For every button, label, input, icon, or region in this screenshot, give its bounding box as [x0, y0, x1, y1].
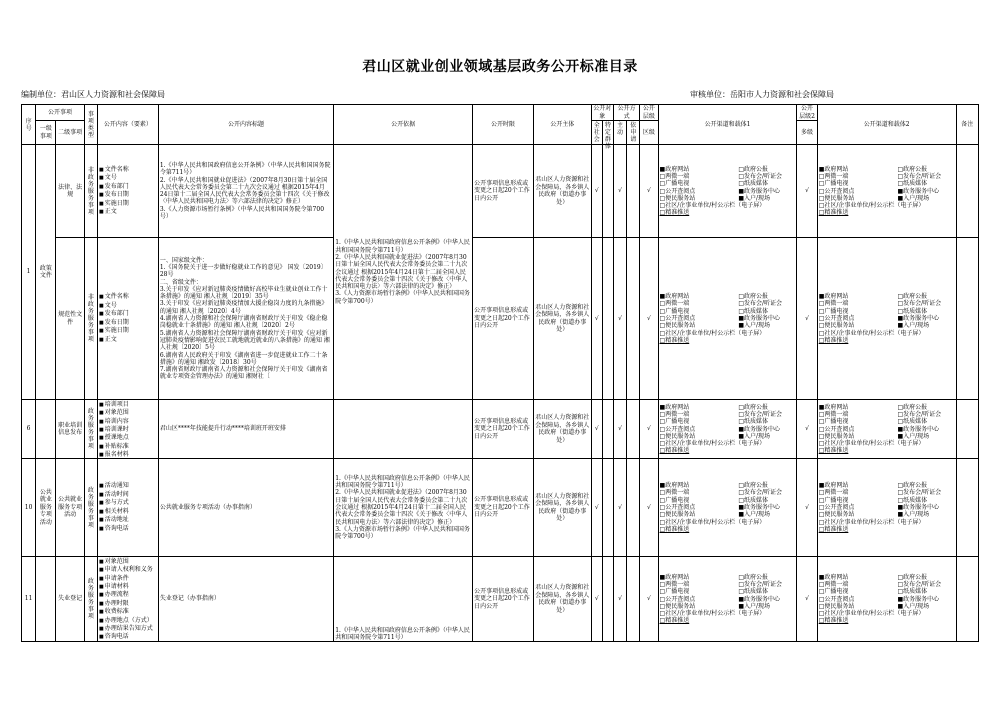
header-lvl1: 一级事项: [36, 121, 56, 145]
channel-list-2: ■政府网站 □政府公报 □两微一端 □发布会/听证会 □广播电视 □纸质媒体 □公开查阅点 ■政务服务中心 □便民服务站 ■入户/现场 □社区/企事业单位/村公示栏（电子屏） □精准推送: [817, 238, 956, 400]
header-subject: 公开主体: [533, 105, 591, 145]
page-title: 君山区就业创业领域基层政务公开标准目录: [362, 59, 638, 75]
check-level2: √: [797, 400, 817, 459]
check-level-county: √: [640, 459, 658, 557]
check-method-request: [627, 459, 640, 557]
element-item: ■ 申请材料: [99, 583, 157, 591]
row-type: 政务服务事项: [84, 557, 97, 642]
row-level2: 规范性文件: [56, 238, 84, 400]
element-item: ■ 申请人权利和义务: [99, 566, 157, 574]
header-content-req: 公开内容（要素）: [98, 105, 159, 145]
check-target-all: √: [591, 145, 602, 238]
element-item: ■ 发布部门: [99, 310, 157, 318]
check-level-county: √: [640, 557, 658, 642]
header-method-active: 主动: [613, 121, 626, 145]
check-level2: √: [797, 238, 817, 400]
header-target-all: 全社会: [591, 121, 602, 145]
element-item: ■ 授课地点: [99, 434, 157, 442]
row-title: 一、国家级文件： 1.《国务院关于进一步做好稳就业工作的意见》 国发〔2019〕28号 二、省级文件： 3.关于印发《应对新冠肺炎疫情做好高校毕业生就业创业工作十条措施》的通知 湘人社规〔2019〕35号 3.关于印发《应对新冠肺炎疫情加大援企稳岗力度的九条措施》的通知 湘人社规〔2020〕4号 4.湖南省人力资源和社会保障厅湖南省财政厅关于印发《稳企稳岗稳就业十条措施》的通知 湘人社规〔2020〕2号 5.湖南省人力资源和社会保障厅湖南省财政厅关于印发《应对新冠肺炎疫情影响促进农民工就地就近就业的八条措施》的通知 湘人社规〔2020〕5号 6.湖南省人民政府关于印发《湖南省进一步促进就业工作二十条措施》的通知 湘政发〔2018〕30号 7.湖南省财政厅湖南省人力资源和社会保障厅关于印发《湖南省就业专项资金管理办法》的通知 湘财社〔: [158, 238, 333, 400]
channel-list-2: ■政府网站 □政府公报 □两微一端 □发布会/听证会 □广播电视 □纸质媒体 □公开查阅点 ■政务服务中心 □便民服务站 ■入户/现场 □社区/企事业单位/村公示栏（电子屏） □精准推送: [817, 557, 956, 642]
element-item: ■ 对象范围: [99, 558, 157, 566]
check-method-request: [627, 145, 640, 238]
element-item: ■ 补贴标准: [99, 443, 157, 451]
row-time: 公开事项信息形成或变更之日起20个工作日内公开: [473, 238, 534, 400]
element-item: ■ 正文: [99, 336, 157, 344]
reviewer-unit: 审核单位：岳阳市人力资源和社会保障局: [690, 90, 834, 99]
header-level2: 公开层级2: [797, 105, 817, 121]
element-item: ■ 申请条件: [99, 575, 157, 583]
row-level2: 法律、法规: [56, 145, 84, 238]
row-subject: 君山区人力资源和社会保障局，各乡镇人民政府（街道办事处）: [533, 557, 591, 642]
row-level1: [36, 400, 56, 459]
row-type: 政务服务事项: [84, 400, 97, 459]
catalog-table: [21, 104, 979, 642]
check-method-active: √: [613, 459, 626, 557]
header-level: 公开层级: [640, 105, 658, 121]
row-elements: [98, 459, 159, 557]
row-level2: 职业培训信息发布: [56, 400, 84, 459]
channel-list-1: ■政府网站 □政府公报 □两微一端 □发布会/听证会 □广播电视 □纸质媒体 □公开查阅点 ■政务服务中心 □便民服务站 ■入户/现场 □社区/企事业单位/村公示栏（电子屏） □精准推送: [658, 400, 797, 459]
channel-list-1: ■政府网站 □政府公报 □两微一端 □发布会/听证会 □广播电视 □纸质媒体 □公开查阅点 ■政务服务中心 □便民服务站 ■入户/现场 □社区/企事业单位/村公示栏（电子屏） □精准推送: [658, 238, 797, 400]
table-row: [22, 400, 979, 459]
element-item: ■ 咨询电话: [99, 633, 157, 641]
element-item: ■ 发布日期: [99, 319, 157, 327]
header-channel2: 公开渠道和载体2: [817, 105, 956, 145]
header-type: 事项类型: [84, 105, 97, 145]
check-level-county: √: [640, 238, 658, 400]
element-item: ■ 办理地点（方式）: [99, 617, 157, 625]
row-title: 失业登记（办事指南）: [158, 557, 333, 642]
row-basis: 1.《中华人民共和国政府信息公开条例》（中华人民共和国国务院令第711号）: [334, 557, 473, 642]
table-row: [22, 238, 979, 400]
check-target-all: √: [591, 400, 602, 459]
channel-list-1: ■政府网站 □政府公报 □两微一端 □发布会/听证会 □广播电视 □纸质媒体 □公开查阅点 ■政务服务中心 □便民服务站 ■入户/现场 □社区/企事业单位/村公示栏（电子屏） □精准推送: [658, 459, 797, 557]
row-level1: 公共就业服务专项活动: [36, 459, 56, 557]
check-target-specific: [602, 145, 613, 238]
row-seq: 10: [22, 459, 36, 557]
check-target-all: √: [591, 557, 602, 642]
check-level-county: √: [640, 145, 658, 238]
element-item: ■ 正文: [99, 208, 157, 216]
element-item: ■ 文号: [99, 302, 157, 310]
header-method-request: 依申请: [627, 121, 640, 145]
row-title: 公共就业服务专项活动（办事指南）: [158, 459, 333, 557]
header-target: 公开对象: [591, 105, 613, 121]
check-target-specific: [602, 238, 613, 400]
check-target-all: √: [591, 459, 602, 557]
element-item: ■ 培训课时: [99, 426, 157, 434]
element-item: ■ 培训项目: [99, 401, 157, 409]
element-item: ■ 活动地址: [99, 516, 157, 524]
check-method-request: [627, 557, 640, 642]
row-remark: [956, 557, 978, 642]
row-seq: 6: [22, 400, 36, 459]
row-level1: [36, 557, 56, 642]
channel-list-2: ■政府网站 □政府公报 □两微一端 □发布会/听证会 □广播电视 □纸质媒体 □公开查阅点 ■政务服务中心 □便民服务站 ■入户/现场 □社区/企事业单位/村公示栏（电子屏） □精准推送: [817, 459, 956, 557]
check-method-active: √: [613, 557, 626, 642]
header-matter: 公开事项: [36, 105, 85, 121]
check-method-active: √: [613, 400, 626, 459]
table-row: [22, 459, 979, 557]
element-item: ■ 咨询电话: [99, 525, 157, 533]
row-type: 非政务服务事项: [84, 145, 97, 238]
row-remark: [956, 400, 978, 459]
header-method: 公开方式: [613, 105, 639, 121]
table-row: [22, 557, 979, 642]
row-elements: [98, 238, 159, 400]
check-target-specific: [602, 557, 613, 642]
row-basis: [334, 400, 473, 459]
element-item: ■ 办理流程: [99, 591, 157, 599]
row-level2: 失业登记: [56, 557, 84, 642]
channel-list-1: ■政府网站 □政府公报 □两微一端 □发布会/听证会 □广播电视 □纸质媒体 □公开查阅点 ■政务服务中心 □便民服务站 ■入户/现场 □社区/企事业单位/村公示栏（电子屏） □精准推送: [658, 145, 797, 238]
row-type: 非政务服务事项: [84, 238, 97, 400]
channel-list-1: ■政府网站 □政府公报 □两微一端 □发布会/听证会 □广播电视 □纸质媒体 □公开查阅点 ■政务服务中心 □便民服务站 ■入户/现场 □社区/企事业单位/村公示栏（电子屏） □精准推送: [658, 557, 797, 642]
row-type: 政务服务事项: [84, 459, 97, 557]
row-subject: 君山区人力资源和社会保障局，各乡镇人民政府（街道办事处）: [533, 238, 591, 400]
element-item: ■ 报名材料: [99, 451, 157, 459]
check-level2: √: [797, 145, 817, 238]
element-item: ■ 文件名称: [99, 293, 157, 301]
check-method-active: √: [613, 238, 626, 400]
check-level-county: √: [640, 400, 658, 459]
header-seq: 序号: [22, 105, 36, 145]
element-item: ■ 活动通知: [99, 482, 157, 490]
element-item: ■ 文件名称: [99, 166, 157, 174]
row-seq: 1: [22, 145, 36, 400]
element-item: ■ 发布部门: [99, 183, 157, 191]
row-time: 公开事项信息形成或变更之日起20个工作日内公开: [473, 400, 534, 459]
row-level1: 政策文件: [36, 145, 56, 400]
check-target-specific: [602, 459, 613, 557]
header-remark: 备注: [956, 105, 978, 145]
element-item: ■ 办理结果告知方式: [99, 625, 157, 633]
element-item: ■ 培训内容: [99, 418, 157, 426]
row-time: 公开事项信息形成或变更之日起20个工作日内公开: [473, 459, 534, 557]
row-basis: 1.《中华人民共和国政府信息公开条例》（中华人民共和国国务院令第711号） 2.《中华人民共和国就业促进法》（2007年8月30日第十届全国人民代表大会常务委员会第二十九次会议通过 根据2015年4月24日第十二届全国人民代表大会常务委员会第十四次《关于修改〈中华人民共和国电力法〉等六部法律的决定》修正） 3.《人力资源市场暂行条例》（中华人民共和国国务院令第700号）: [334, 459, 473, 557]
compiler-unit: 编制单位：君山区人力资源和社会保障局: [21, 90, 165, 99]
channel-list-2: ■政府网站 □政府公报 □两微一端 □发布会/听证会 □广播电视 □纸质媒体 □公开查阅点 ■政务服务中心 □便民服务站 ■入户/现场 □社区/企事业单位/村公示栏（电子屏） □精准推送: [817, 400, 956, 459]
row-seq: 11: [22, 557, 36, 642]
header-channel1: 公开渠道和载体1: [658, 105, 797, 145]
check-target-all: √: [591, 238, 602, 400]
table-row: [22, 145, 979, 238]
header-time: 公开时限: [473, 105, 534, 145]
row-time: 公开事项信息形成或变更之日起20个工作日内公开: [473, 557, 534, 642]
row-elements: [98, 557, 159, 642]
element-item: ■ 收费标准: [99, 608, 157, 616]
row-basis: 1.《中华人民共和国政府信息公开条例》（中华人民共和国国务院令第711号） 2.《中华人民共和国就业促进法》（2007年8月30日第十届全国人民代表大会常务委员会第二十九次会议通过 根据2015年4月24日第十二届全国人民代表大会常务委员会第十四次《关于修改〈中华人民共和国电力法〉等六部法律的决定》修正） 3.《人力资源市场暂行条例》（中华人民共和国国务院令第700号）: [334, 145, 473, 400]
row-remark: [956, 459, 978, 557]
check-target-specific: [602, 400, 613, 459]
check-method-active: √: [613, 145, 626, 238]
element-item: ■ 相关材料: [99, 508, 157, 516]
channel-list-2: ■政府网站 □政府公报 □两微一端 □发布会/听证会 □广播电视 □纸质媒体 □公开查阅点 ■政务服务中心 □便民服务站 ■入户/现场 □社区/企事业单位/村公示栏（电子屏） □精准推送: [817, 145, 956, 238]
row-subject: 君山区人力资源和社会保障局，各乡镇人民政府（街道办事处）: [533, 400, 591, 459]
row-elements: [98, 400, 159, 459]
header-target-specific: 特定群体: [602, 121, 613, 145]
element-item: ■ 活动时间: [99, 491, 157, 499]
row-time: 公开事项信息形成或变更之日起20个工作日内公开: [473, 145, 534, 238]
check-level2: √: [797, 459, 817, 557]
check-method-request: [627, 238, 640, 400]
element-item: ■ 参与方式: [99, 499, 157, 507]
check-level2: √: [797, 557, 817, 642]
row-title: 君山区****年技能提升行动****培训班开班安排: [158, 400, 333, 459]
element-item: ■ 实施日期: [99, 327, 157, 335]
row-subject: 君山区人力资源和社会保障局，各乡镇人民政府（街道办事处）: [533, 459, 591, 557]
row-elements: [98, 145, 159, 238]
check-method-request: [627, 400, 640, 459]
header-basis: 公开依据: [334, 105, 473, 145]
row-title: 1.《中华人民共和国政府信息公开条例》（中华人民共和国国务院令第711号） 2.《中华人民共和国就业促进法》（2007年8月30日第十届全国人民代表大会常务委员会第二十九次会议通过 根据2015年4月24日第十二届全国人民代表大会常务委员会第十四次《关于修改〈中华人民共和国电力法〉等六部法律的决定》修正） 3.《人力资源市场暂行条例》（中华人民共和国国务院令第700号）: [158, 145, 333, 238]
element-item: ■ 实施日期: [99, 200, 157, 208]
row-remark: [956, 238, 978, 400]
element-item: ■ 办理时限: [99, 600, 157, 608]
header-lvl2: 二级事项: [56, 121, 84, 145]
row-level2: 公共就业服务专项活动: [56, 459, 84, 557]
header-content-title: 公开内容标题: [158, 105, 333, 145]
element-item: ■ 发布日期: [99, 191, 157, 199]
row-subject: 君山区人力资源和社会保障局，各乡镇人民政府（街道办事处）: [533, 145, 591, 238]
element-item: ■ 文号: [99, 174, 157, 182]
element-item: ■ 对象范围: [99, 409, 157, 417]
header-level2-multi: 多级: [797, 121, 817, 145]
row-remark: [956, 145, 978, 238]
header-level-county: 区级: [640, 121, 658, 145]
